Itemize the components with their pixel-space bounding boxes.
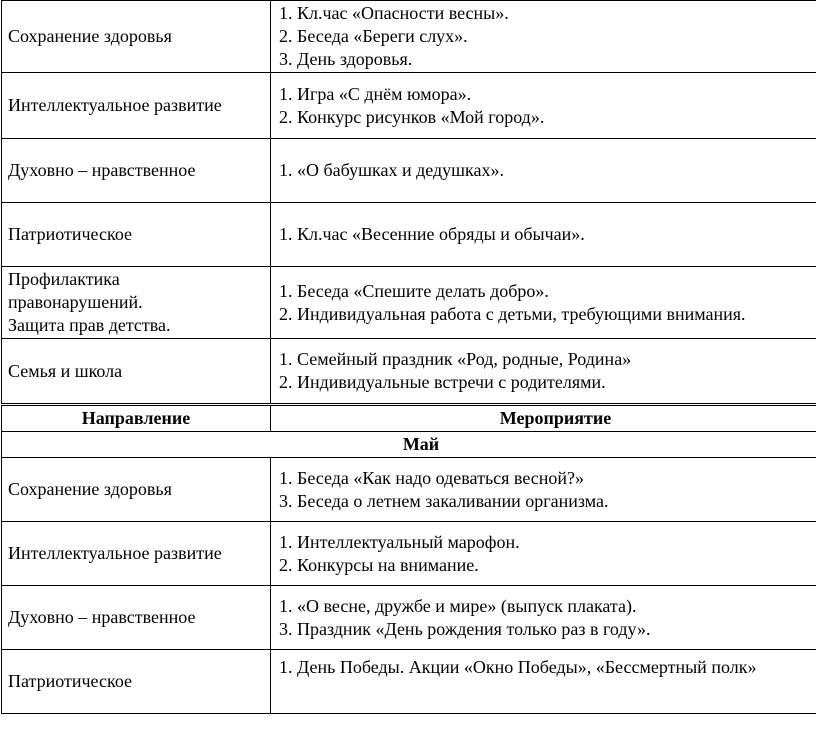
event-item: 3. Праздник «День рождения только раз в году».	[279, 618, 651, 639]
direction-text: Патриотическое	[8, 671, 133, 691]
table-row	[2, 267, 816, 339]
direction-cell	[2, 522, 271, 586]
event-item: 3. Беседа о летнем закаливании организма.	[279, 490, 609, 511]
event-item: 2. Конкурс рисунков «Мой город».	[279, 106, 545, 127]
event-item: 1. Интеллектуальный марофон.	[279, 531, 520, 552]
direction-cell	[2, 139, 271, 203]
plan-table	[1, 0, 816, 714]
direction-text: Духовно – нравственное	[8, 160, 196, 180]
events-cell	[271, 586, 816, 650]
table-row	[2, 458, 816, 522]
direction-text: Патриотическое	[8, 224, 133, 244]
month-title: Май	[2, 432, 816, 458]
table-row	[2, 522, 816, 586]
events-cell	[271, 267, 816, 339]
direction-text: Интеллектуальное развитие	[8, 95, 222, 115]
table-row	[2, 73, 816, 139]
direction-text: Духовно – нравственное	[8, 607, 196, 627]
direction-cell	[2, 650, 271, 714]
events-cell	[271, 73, 816, 139]
table-row	[2, 139, 816, 203]
month-row	[2, 432, 816, 458]
header-event: Мероприятие	[271, 405, 816, 432]
events-cell	[271, 339, 816, 405]
table-row	[2, 339, 816, 405]
header-direction: Направление	[2, 405, 271, 432]
table-header-row	[2, 405, 816, 432]
event-item: 1. «О бабушках и дедушках».	[279, 160, 504, 180]
event-item: 2. Индивидуальные встречи с родителями.	[279, 372, 606, 392]
event-item: 3. День здоровья.	[279, 49, 413, 69]
direction-cell	[2, 267, 271, 339]
direction-text: Семья и школа	[8, 360, 123, 381]
event-item: 1. «О весне, дружбе и мире» (выпуск плаката).	[279, 595, 637, 616]
direction-cell	[2, 203, 271, 267]
event-item: 1. Игра «С днём юмора».	[279, 83, 472, 104]
direction-text: Профилактика	[8, 269, 120, 289]
direction-cell	[2, 586, 271, 650]
table-row	[2, 203, 816, 267]
direction-text: Интеллектуальное развитие	[8, 543, 222, 563]
events-cell	[271, 1, 816, 73]
event-item: 2. Индивидуальная работа с детьми, требующими внимания.	[279, 303, 746, 324]
direction-cell	[2, 73, 271, 139]
direction-text: Сохранение здоровья	[8, 479, 172, 499]
direction-cell	[2, 339, 271, 405]
direction-cell	[2, 458, 271, 522]
direction-text: Защита прав детства.	[8, 315, 171, 335]
event-item: 1. Беседа «Как надо одеваться весной?»	[279, 467, 584, 488]
events-cell	[271, 139, 816, 203]
event-item: 2. Конкурсы на внимание.	[279, 554, 479, 575]
direction-cell	[2, 1, 271, 73]
direction-text: Сохранение здоровья	[8, 26, 172, 46]
table-row	[2, 586, 816, 650]
event-item: 1. Кл.час «Весенние обряды и обычаи».	[279, 224, 585, 244]
event-item: 1. Семейный праздник «Род, родные, Родина»	[279, 349, 632, 369]
events-cell	[271, 458, 816, 522]
event-item: 1. Кл.час «Опасности весны».	[279, 3, 509, 23]
events-cell	[271, 203, 816, 267]
table-row	[2, 650, 816, 714]
table-row	[2, 1, 816, 73]
events-cell	[271, 522, 816, 586]
event-item: 1. Беседа «Спешите делать добро».	[279, 280, 549, 301]
event-item: 1. День Победы. Акции «Окно Победы», «Бессмертный полк»	[279, 657, 757, 677]
events-cell	[271, 650, 816, 714]
direction-text: правонарушений.	[8, 292, 143, 312]
event-item: 2. Беседа «Береги слух».	[279, 26, 468, 46]
